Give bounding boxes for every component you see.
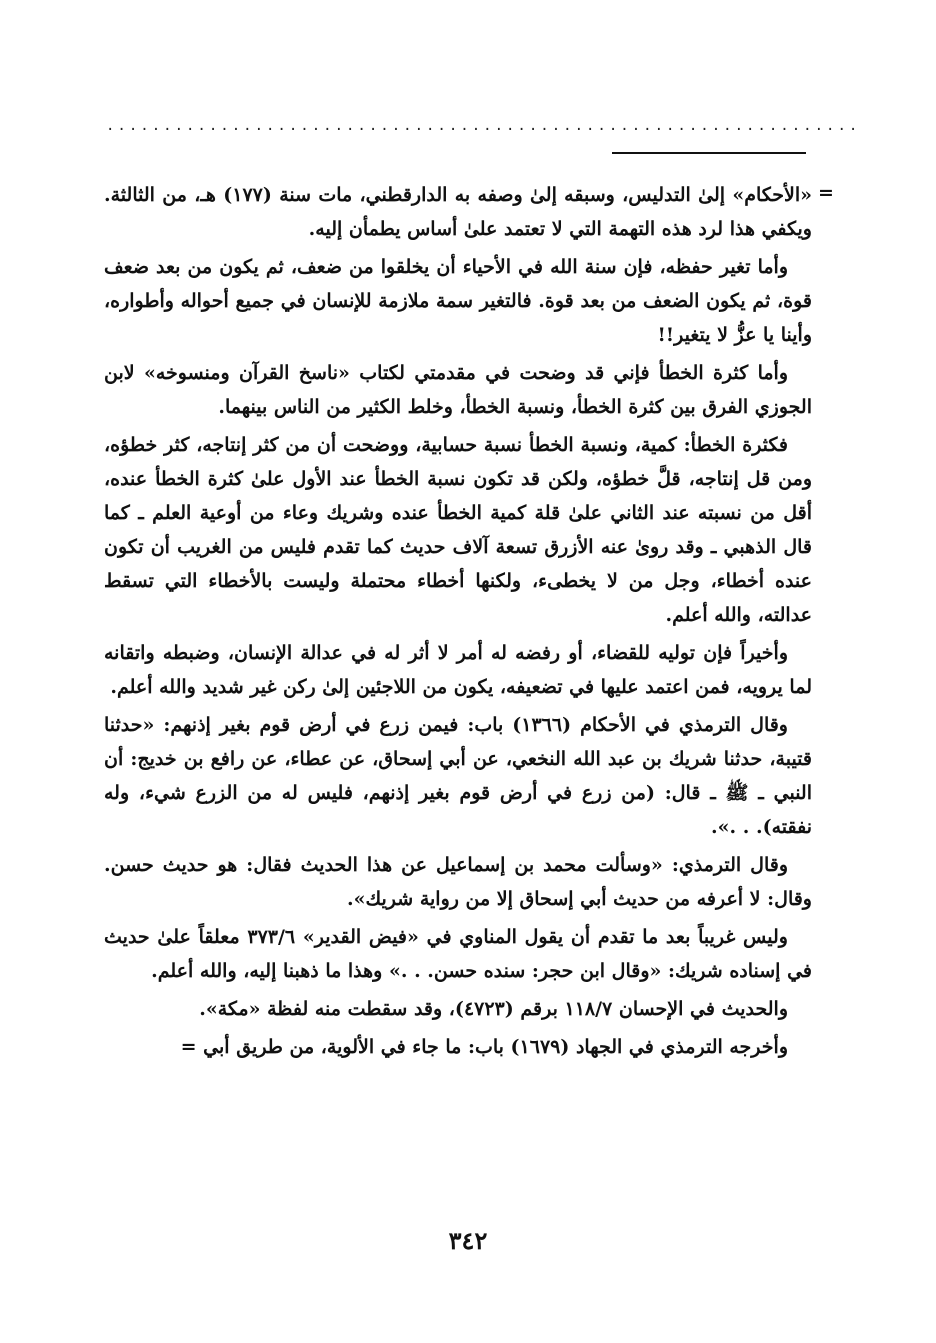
page-number: ٣٤٢ — [448, 1226, 488, 1255]
continuation-mark: = — [818, 182, 834, 204]
footnote-separator-dots: .................................................................. — [106, 118, 861, 134]
paragraph: وأما تغير حفظه، فإن سنة الله في الأحياء أن يخلقوا من ضعف، ثم يكون من بعد ضعف قوة، ثم يكون الضعف من بعد قوة. فالتغير سمة ملازمة للإنسان في جميع أحواله وأطواره، وأينا يا عزُّ لا يتغير!! — [104, 256, 812, 346]
paragraph: وأخيراً فإن توليه للقضاء، أو رفضه له أمر لا أثر له في عدالة الإنسان، وضبطه واتقانه لما يرويه، فمن اعتمد عليها في تضعيفه، يكون من اللاجئين إلىٰ ركن غير شديد والله أعلم. — [104, 642, 812, 698]
paragraph: وليس غريباً بعد ما تقدم أن يقول المناوي في «فيض القدير» ٣٧٣/٦ معلقاً علىٰ حديث في إسناده شريك: «وقال ابن حجر: سنده حسن. . .» وهذا ما ذهبنا إليه، والله أعلم. — [104, 926, 812, 982]
paragraph: والحديث في الإحسان ١١٨/٧ برقم (٤٧٢٣)، وقد سقطت منه لفظة «مكة». — [199, 998, 788, 1020]
paragraph: وقال الترمذي: «وسألت محمد بن إسماعيل عن هذا الحديث فقال: هو حديث حسن. وقال: لا أعرفه من حديث أبي إسحاق إلا من رواية شريك». — [104, 854, 812, 910]
footnote-rule — [612, 152, 806, 154]
paragraph: فكثرة الخطأ: كمية، ونسبة الخطأ نسبة حسابية، ووضحت أن من كثر إنتاجه، كثر خطؤه، ومن قل إنتاجه، قلَّ خطؤه، ولكن قد تكون نسبة الخطأ عند الأول علىٰ كثرة الخطأ عنده، أقل من نسبته عند الثاني علىٰ قلة كمية الخطأ عنده وشريك وعاء من أوعية العلم ـ كما قال الذهبي ـ وقد روىٰ عنه الأزرق تسعة آلاف حديث كما تقدم فليس من الغريب أن تكون عنده أخطاء، وجل من لا يخطىء، ولكنها أخطاء محتملة وليست بالأخطاء التي تسقط عدالته، والله أعلم. — [104, 434, 812, 626]
paragraph: «الأحكام» إلىٰ التدليس، وسبقه إلىٰ وصفه به الدارقطني، مات سنة (١٧٧) هـ، من الثالثة. ويكفي هذا لرد هذه التهمة التي لا تعتمد علىٰ أساس يطمأن إليه. — [104, 184, 812, 240]
paragraph: وأما كثرة الخطأ فإني قد وضحت في مقدمتي لكتاب «ناسخ القرآن ومنسوخه» لابن الجوزي الفرق بين كثرة الخطأ، ونسبة الخطأ، وخلط الكثير من الناس بينهما. — [104, 362, 812, 418]
paragraph: وأخرجه الترمذي في الجهاد (١٦٧٩) باب: ما جاء في الألوية، من طريق أبي = — [180, 1036, 788, 1058]
footnote-text — [104, 178, 812, 1068]
paragraph: وقال الترمذي في الأحكام (١٣٦٦) باب: فيمن زرع في أرض قوم بغير إذنهم: «حدثنا قتيبة، حدثنا شريك بن عبد الله النخعي، عن أبي إسحاق، عن عطاء، عن رافع بن خديج: أن النبي ـ ﷺ ـ قال: (من زرع في أرض قوم بغير إذنهم، فليس له من الزرع شيء، وله نفقته). . .». — [104, 714, 812, 838]
